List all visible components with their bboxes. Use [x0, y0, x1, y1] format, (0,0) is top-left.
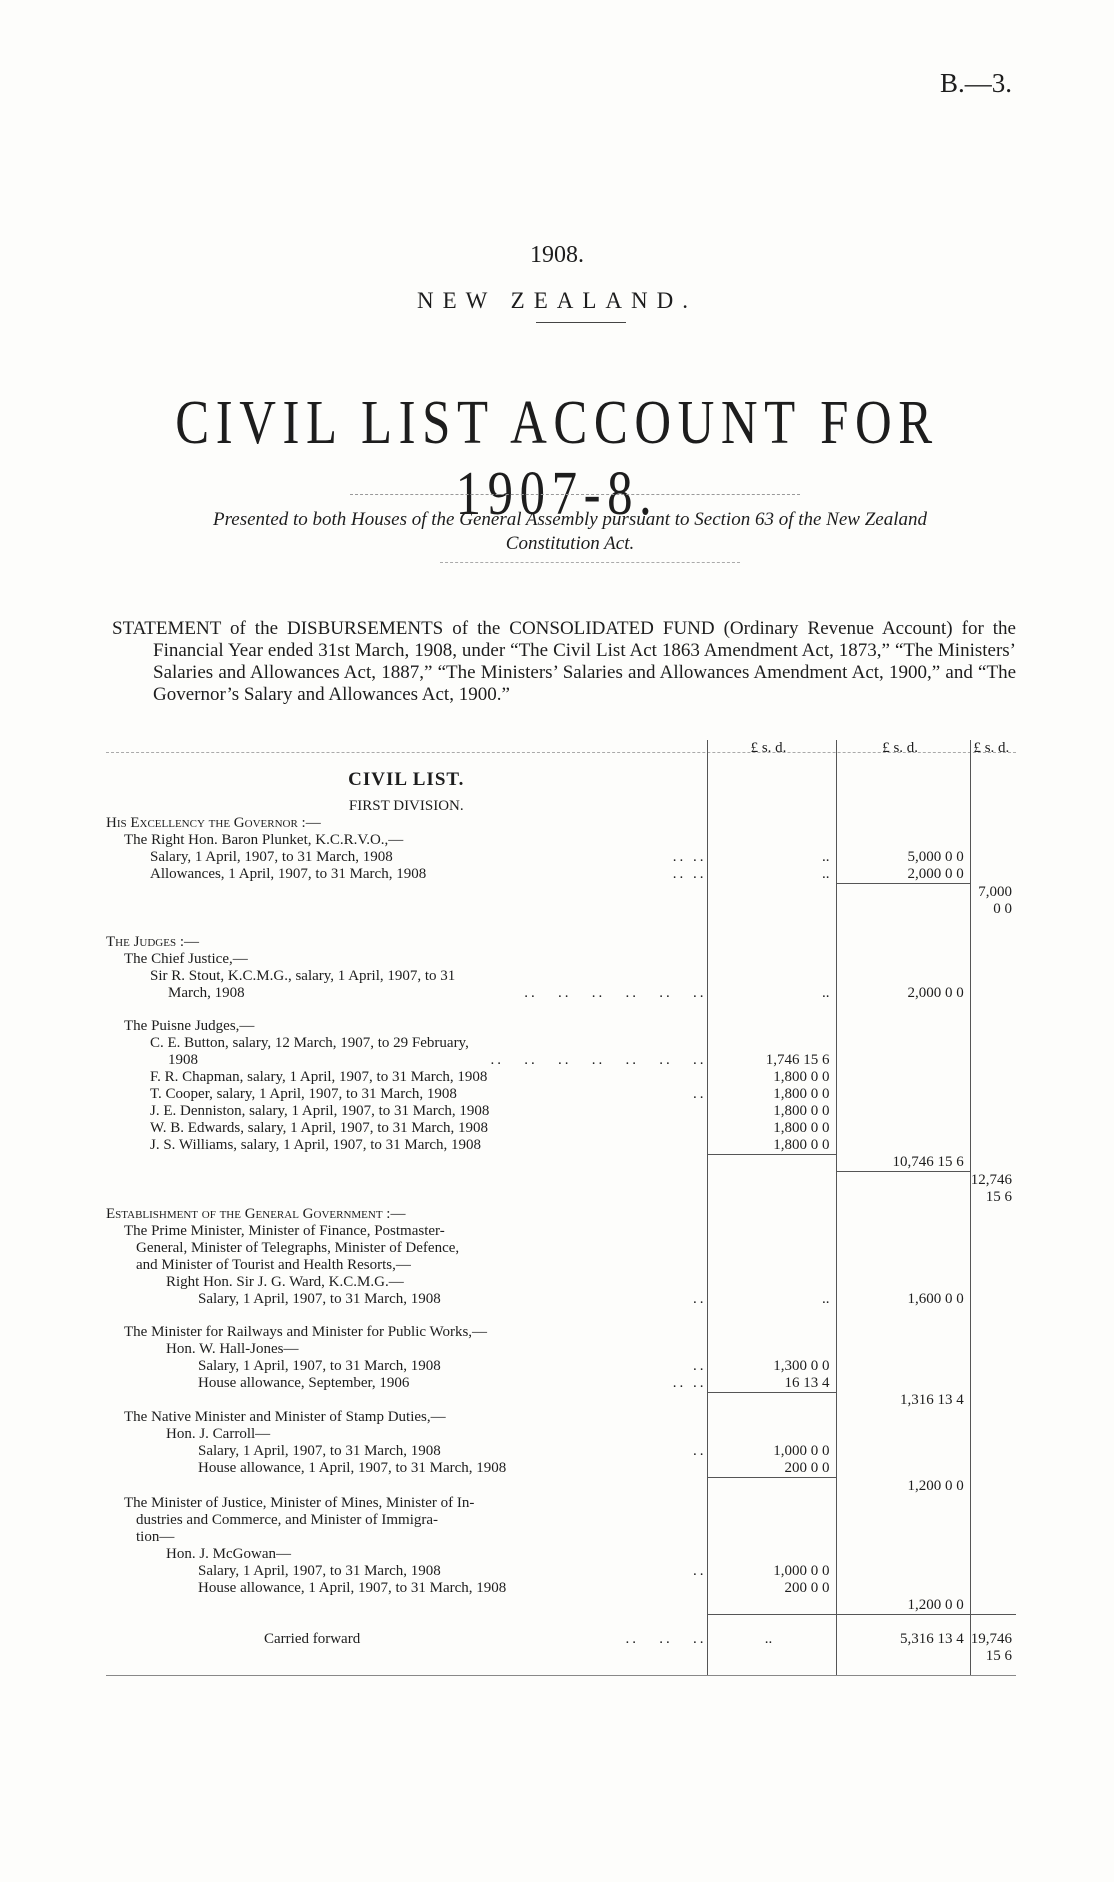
establishment-heading: Establishment of the General Government :—	[106, 1206, 707, 1223]
page-reference: B.—3.	[939, 68, 1012, 98]
table-row: F. R. Chapman, salary, 1 April, 1907, to 31 March, 1908 1,800 0 0	[106, 1069, 1016, 1086]
puisne-total: 10,746 15 6	[836, 1154, 970, 1172]
statement-text: STATEMENT of the DISBURSEMENTS of the CONSOLIDATED FUND (Ordinary Revenue Account) for the Financial Year ended 31st March, 1908, under “The Civil List Act 1863 Amendment Act, 1873,” “The Ministers’ Salaries and Allowances Act, 1887,” “The Ministers’ Salaries and Allowances Amendment Act, 1900,” and “The Governor’s Salary and Allowances Act, 1900.”	[112, 618, 1016, 705]
presented-note: Presented to both Houses of the General Assembly pursuant to Section 63 of the New Zealand Constitution Act.	[212, 509, 927, 554]
title-divider	[350, 494, 800, 495]
table-row: Salary, 1 April, 1907, to 31 March, 1908 .. .. 1,600 0 0	[106, 1291, 1016, 1308]
judges-total: 12,746 15 6	[970, 1171, 1012, 1205]
table-row: W. B. Edwards, salary, 1 April, 1907, to 31 March, 1908 1,800 0 0	[106, 1120, 1016, 1137]
table-row: J. S. Williams, salary, 1 April, 1907, to 31 March, 1908 1,800 0 0	[106, 1137, 1016, 1155]
year-heading: 1908.	[530, 242, 584, 268]
governor-salary-label: Salary, 1 April, 1907, to 31 March, 1908	[150, 849, 393, 865]
governor-name: The Right Hon. Baron Plunket, K.C.R.V.O.,—	[106, 832, 707, 849]
table-row: House allowance, September, 1906 .. .. 16 13 4	[106, 1375, 1016, 1393]
civil-list-table: £ s. d. £ s. d. £ s. d. CIVIL LIST. FIRST DIVISION. His Excellency the Governor :— The Right Hon. Baron Plunket, K.C.R.V.O.,— Salary, 1 April, 1907, to 31 March, 1908 .. .. .. 5,000 0 0 Allowances, 1 April, 1907, to 31 March, 1908 .. .. .. 2,000 0 0 7,000 0 0 The Judges :— The Chief Justice,— Sir R. Stout, K.C.M.G., salary, 1 April, 1907, to 31 March, 1908 .. .. .. .. .. .. .. 2,000 0 0 The Puisne Judges,— C. E. Button, salary, 12 March, 1907, to 29 February, 1908 .. .. .. .. .. .. .. 1,746 15 6 F. R. Chapman, salary, 1 April, 1907, to 31 March, 1908 1,800 0 0 T. Cooper, salary, 1 April, 1907, to 31 March, 1908 .. 1,800 0 0 J. E. Denniston, salary, 1 April, 1907, to 31 March, 1908 1,800 0 0 W. B. Edwards, salary, 1 April, 1907, to 31 March, 1908 1,800 0 0 J. S. Williams, salary, 1 April, 1907, to 31 March, 1908 1,800 0 0 10,746 15 6 12,746 15 6 Establishment of the General Government :— The Prime Minister, Minister of Finance, Postmaster- General, Minister of Telegraphs, Minister of Defence, and Minister of Tourist and Health Resorts,— Right Hon. Sir J. G. Ward, K.C.M.G.— Salary, 1 April, 1907, to 31 March, 1908 .. .. 1,600 0 0 The Minister for Railways and Minister for Public Works,— Hon. W. Hall-Jones— Salary, 1 April, 1907, to 31 March, 1908 .. 1,300 0 0 House allowance, September, 1906 .. .. 16 13 4 1,316 13 4 The Native Minister and Minister of Stamp Duties,— Hon. J. Carroll— Salary, 1 April, 1907, to 31 March, 1908 .. 1,000 0 0 House allowance, 1 April, 1907, to 31 March, 1908 200 0 0 1,200 0 0 The Minister of Justice, Minister of Mines, Minister of In- dustries and Commerce, and Minister of Immigra- tion— Hon. J. McGowan— Salary, 1 April, 1907, to 31 March, 1908 .. 1,000 0 0 House allowance, 1 April, 1907, to 31 March, 1908 200 0 0 1,200 0 0 Carried forward .. .. .. .. 5,316 13 4 19,746 15 6	[106, 740, 1016, 1676]
civil-list-heading: CIVIL LIST.	[106, 757, 707, 788]
carried-forward-c3: 5,316 13 4	[836, 1631, 970, 1665]
currency-header-2: £ s. d.	[836, 740, 970, 757]
statement-paragraph	[112, 618, 1016, 706]
native-minister-total: 1,200 0 0	[836, 1478, 970, 1495]
table-row: Salary, 1 April, 1907, to 31 March, 1908 .. 1,000 0 0	[106, 1563, 1016, 1580]
currency-header-3: £ s. d.	[973, 740, 1010, 756]
table-row: House allowance, 1 April, 1907, to 31 March, 1908 200 0 0	[106, 1580, 1016, 1597]
table-row: March, 1908 .. .. .. .. .. .. .. 2,000 0 0	[106, 985, 1016, 1002]
carried-forward-label: Carried forward	[264, 1630, 361, 1647]
table-row: J. E. Denniston, salary, 1 April, 1907, to 31 March, 1908 1,800 0 0	[106, 1103, 1016, 1120]
governor-allowance-label: Allowances, 1 April, 1907, to 31 March, 1908	[150, 866, 427, 882]
currency-header-1: £ s. d.	[707, 740, 836, 757]
governor-heading: His Excellency the Governor :—	[106, 815, 707, 832]
carried-forward-row: Carried forward .. .. .. .. 5,316 13 4 19,746 15 6	[106, 1631, 1016, 1665]
carried-forward-c4: 19,746 15 6	[970, 1630, 1012, 1664]
railways-total: 1,316 13 4	[836, 1392, 970, 1409]
puisne-judges-title: The Puisne Judges,—	[106, 1018, 707, 1035]
justice-minister-total: 1,200 0 0	[836, 1597, 970, 1615]
table-row: House allowance, 1 April, 1907, to 31 March, 1908 200 0 0	[106, 1460, 1016, 1478]
governor-salary-amount: 5,000 0 0	[836, 849, 970, 866]
governor-allowance-amount: 2,000 0 0	[836, 866, 970, 884]
table-row: 1908 .. .. .. .. .. .. .. 1,746 15 6	[106, 1052, 1016, 1069]
table-row: T. Cooper, salary, 1 April, 1907, to 31 March, 1908 .. 1,800 0 0	[106, 1086, 1016, 1103]
first-division-heading: FIRST DIVISION.	[106, 788, 707, 815]
table-row: Allowances, 1 April, 1907, to 31 March, 1908 .. .. .. 2,000 0 0	[106, 866, 1016, 884]
judges-heading: The Judges :—	[106, 934, 707, 951]
table-row: Salary, 1 April, 1907, to 31 March, 1908 .. 1,000 0 0	[106, 1443, 1016, 1460]
note-divider	[440, 562, 740, 563]
country-heading: NEW ZEALAND.	[416, 288, 698, 313]
table-row: Salary, 1 April, 1907, to 31 March, 1908 .. .. .. 5,000 0 0	[106, 849, 1016, 866]
governor-total: 7,000 0 0	[978, 883, 1012, 917]
country-underline	[536, 322, 626, 323]
table-header-row	[106, 740, 1016, 757]
chief-justice-amount: 2,000 0 0	[836, 985, 970, 1002]
prime-minister-amount: 1,600 0 0	[836, 1291, 970, 1308]
table-row: Salary, 1 April, 1907, to 31 March, 1908 .. 1,300 0 0	[106, 1358, 1016, 1375]
chief-justice-title: The Chief Justice,—	[106, 951, 707, 968]
document-title: CIVIL LIST ACCOUNT FOR 1907-8.	[175, 389, 939, 528]
